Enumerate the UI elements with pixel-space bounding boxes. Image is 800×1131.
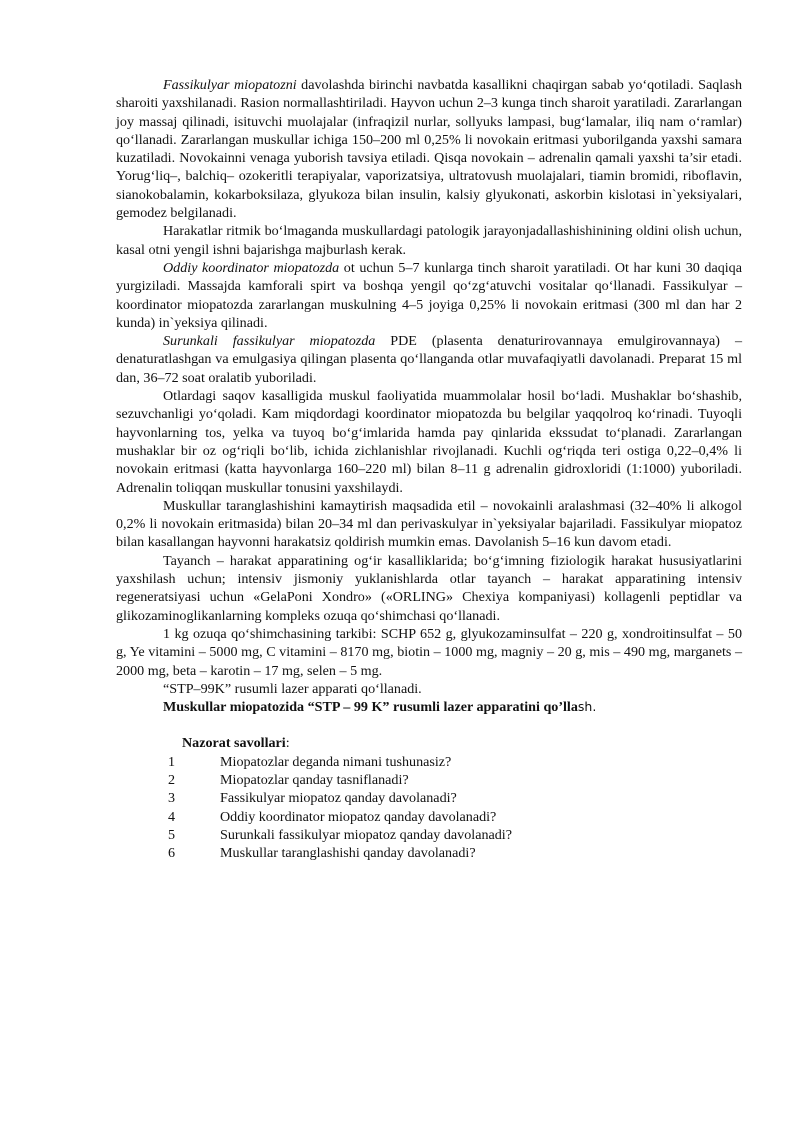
paragraph bbox=[116, 76, 742, 222]
paragraph-text: Otlardagi saqov kasalligida muskul faoliyatida muammolalar hosil bo‘ladi. Mushaklar bo‘shashib, sezuvchanligi yo‘qoladi. Kam miqdordagi koordinator miopatozda bu belgilar yaqqolroq ko‘rinadi. Tuyoqli hayvonlarning tos, yelka va tuyoq bo‘g‘imlarida hamda pay qinlarida ekssudat to‘planadi. Zararlangan mushaklar bir oz og‘riqli bo‘lib, ichida zichlanishlar rivojlanadi. Kuchli og‘riqda teri ostiga 0,22–0,4% li novokain eritmasi (katta hayvonlarga 160–220 ml) bilan 8–11 g adrenalin gidroxloridi (1:1000) yuboriladi. Adrenalin toliqqan muskullar tonusini yaxshilaydi. bbox=[116, 388, 742, 496]
question-number: 3 bbox=[168, 790, 176, 807]
paragraph bbox=[116, 222, 742, 259]
question-text: Fassikulyar miopatoz qanday davolanadi? bbox=[220, 790, 457, 807]
questions-title bbox=[182, 734, 742, 752]
list-item bbox=[116, 771, 742, 789]
question-number: 6 bbox=[168, 845, 176, 862]
paragraph bbox=[116, 625, 742, 680]
paragraph bbox=[116, 259, 742, 332]
list-item bbox=[116, 826, 742, 844]
questions-title-suffix: : bbox=[285, 735, 290, 752]
paragraph-text: “STP–99K” rusumli lazer apparati qo‘llanadi. bbox=[163, 680, 422, 697]
paragraph-text: Muskullar taranglashishini kamaytirish maqsadida etil – novokainli aralashmasi (32–40% li alkogol 0,2% li novokain eritmasida) bilan 20–34 ml dan perivaskulyar in`yeksiyalar bajariladi. Fassikulyar miopatoz bilan kasallangan hayvonni harakatsiz qoldirish mumkin emas. Davolanish 5–16 kun davom etadi. bbox=[116, 497, 742, 551]
paragraph bbox=[116, 332, 742, 387]
question-number: 2 bbox=[168, 771, 176, 788]
list-item bbox=[116, 844, 742, 862]
list-item bbox=[116, 789, 742, 807]
question-text: Miopatozlar qanday tasniflanadi? bbox=[220, 771, 409, 788]
document-page bbox=[116, 76, 742, 862]
section-heading bbox=[116, 698, 742, 716]
question-number: 4 bbox=[168, 808, 176, 825]
question-text: Muskullar taranglashishi qanday davolanadi? bbox=[220, 845, 476, 862]
list-item bbox=[116, 753, 742, 771]
paragraph-lead: Surunkali fassikulyar miopatozda bbox=[163, 333, 376, 350]
paragraph-text: Tayanch – harakat apparatining og‘ir kasalliklarida; bo‘g‘imning fiziologik harakat hususiyatlarini yaxshilash uchun; intensiv jismoniy yuklanishlarda otlar tayanch – harakat apparatining intensiv regeneratsiyasi uchun «GelaPoni Xondro» («ORLING» Chexiya kompaniyasi) kollagenli peptidlar va glikozaminoglikanlarning kompleks ozuqa qo‘shimchasi qo‘llanadi. bbox=[116, 552, 742, 624]
paragraph-text: 1 kg ozuqa qo‘shimchasining tarkibi: SCHP 652 g, glyukozaminsulfat – 220 g, xondroitinsulfat – 50 g, Ye vitamini – 5000 mg, C vitamini – 8170 mg, biotin – 1000 mg, magniy – 20 g, mis – 490 mg, marganets – 2000 mg, beta – karotin – 17 mg, selen – 5 mg. bbox=[116, 625, 742, 679]
paragraph bbox=[116, 552, 742, 625]
spacer bbox=[116, 716, 742, 734]
paragraph bbox=[116, 680, 742, 698]
question-text: Surunkali fassikulyar miopatoz qanday davolanadi? bbox=[220, 826, 512, 843]
paragraph-text: davolashda birinchi navbatda kasallikni chaqirgan sabab yo‘qotiladi. Saqlash sharoiti yaxshilanadi. Rasion normallashtiriladi. Hayvon uchun 2–3 kunga tinch sharoit yaratiladi. Zararlangan joy massaj qilinadi, isituvchi muolajalar (infraqizil nurlar, sollyuks lampasi, bug‘lamalar, iliq nam o‘ramlar) qo‘llanadi. Zararlangan muskullar ichiga 150–200 ml 0,25% li novokain eritmasi yuborilganda yaxshi samara kuzatiladi. Novokainni venaga yuborish tavsiya etiladi. Qisqa novokain – adrenalin qamali yaxshi ta’sir etadi. Yorug‘liq–, balchiq– ozokeritli terapiyalar, vaporizatsiya, ultratovush muolajalari, tiamin bromidi, riboflavin, sianokobalamin, kokarboksilaza, glyukoza bilan insulin, kalsiy glyukonati, askorbin kislotasi in`yeksiyalari, gemodez belgilanadi. bbox=[116, 77, 742, 222]
question-number: 5 bbox=[168, 826, 176, 843]
section-heading-bold: Muskullar miopatozida “STP – 99 K” rusumli lazer apparatini qo’lla bbox=[163, 699, 578, 716]
list-item bbox=[116, 808, 742, 826]
paragraph bbox=[116, 387, 742, 497]
paragraph-lead: Oddiy koordinator miopatozda bbox=[163, 259, 340, 276]
question-text: Miopatozlar deganda nimani tushunasiz? bbox=[220, 753, 452, 770]
paragraph-text: ot uchun 5–7 kunlarga tinch sharoit yaratiladi. Ot har kuni 30 daqiqa yurgiziladi. Massajda kamforali spirt va boshqa yengil qo‘zg‘atuvchi vositalar qo‘llanadi. Fassikulyar – koordinator miopatozda zararlangan muskulning 4–5 joyiga 0,25% li novokain eritmasi (300 ml dan har 2 kunda) in`yeksiya qilinadi. bbox=[116, 259, 742, 331]
question-number: 1 bbox=[168, 753, 176, 770]
paragraph-text: Harakatlar ritmik bo‘lmaganda muskullardagi patologik jarayonjadallashishinining oldini olish uchun, kasal otni yengil ishni bajarishga majburlash kerak. bbox=[116, 223, 742, 258]
paragraph-text: PDE (plasenta denaturirovannaya emulgirovannaya) – denaturatlashgan va emulgasiya qilingan plasenta qo‘llanganda otlar muvafaqiyatli davolanadi. Preparat 15 ml dan, 36–72 soat oralatib yuboriladi. bbox=[116, 333, 742, 386]
questions-title-text: Nazorat savollari bbox=[182, 735, 286, 752]
questions-list bbox=[116, 753, 742, 863]
section-heading-tail: sh. bbox=[577, 699, 597, 715]
paragraph-lead: Fassikulyar miopatozni bbox=[163, 77, 297, 93]
question-text: Oddiy koordinator miopatoz qanday davolanadi? bbox=[220, 808, 497, 825]
paragraph bbox=[116, 497, 742, 552]
